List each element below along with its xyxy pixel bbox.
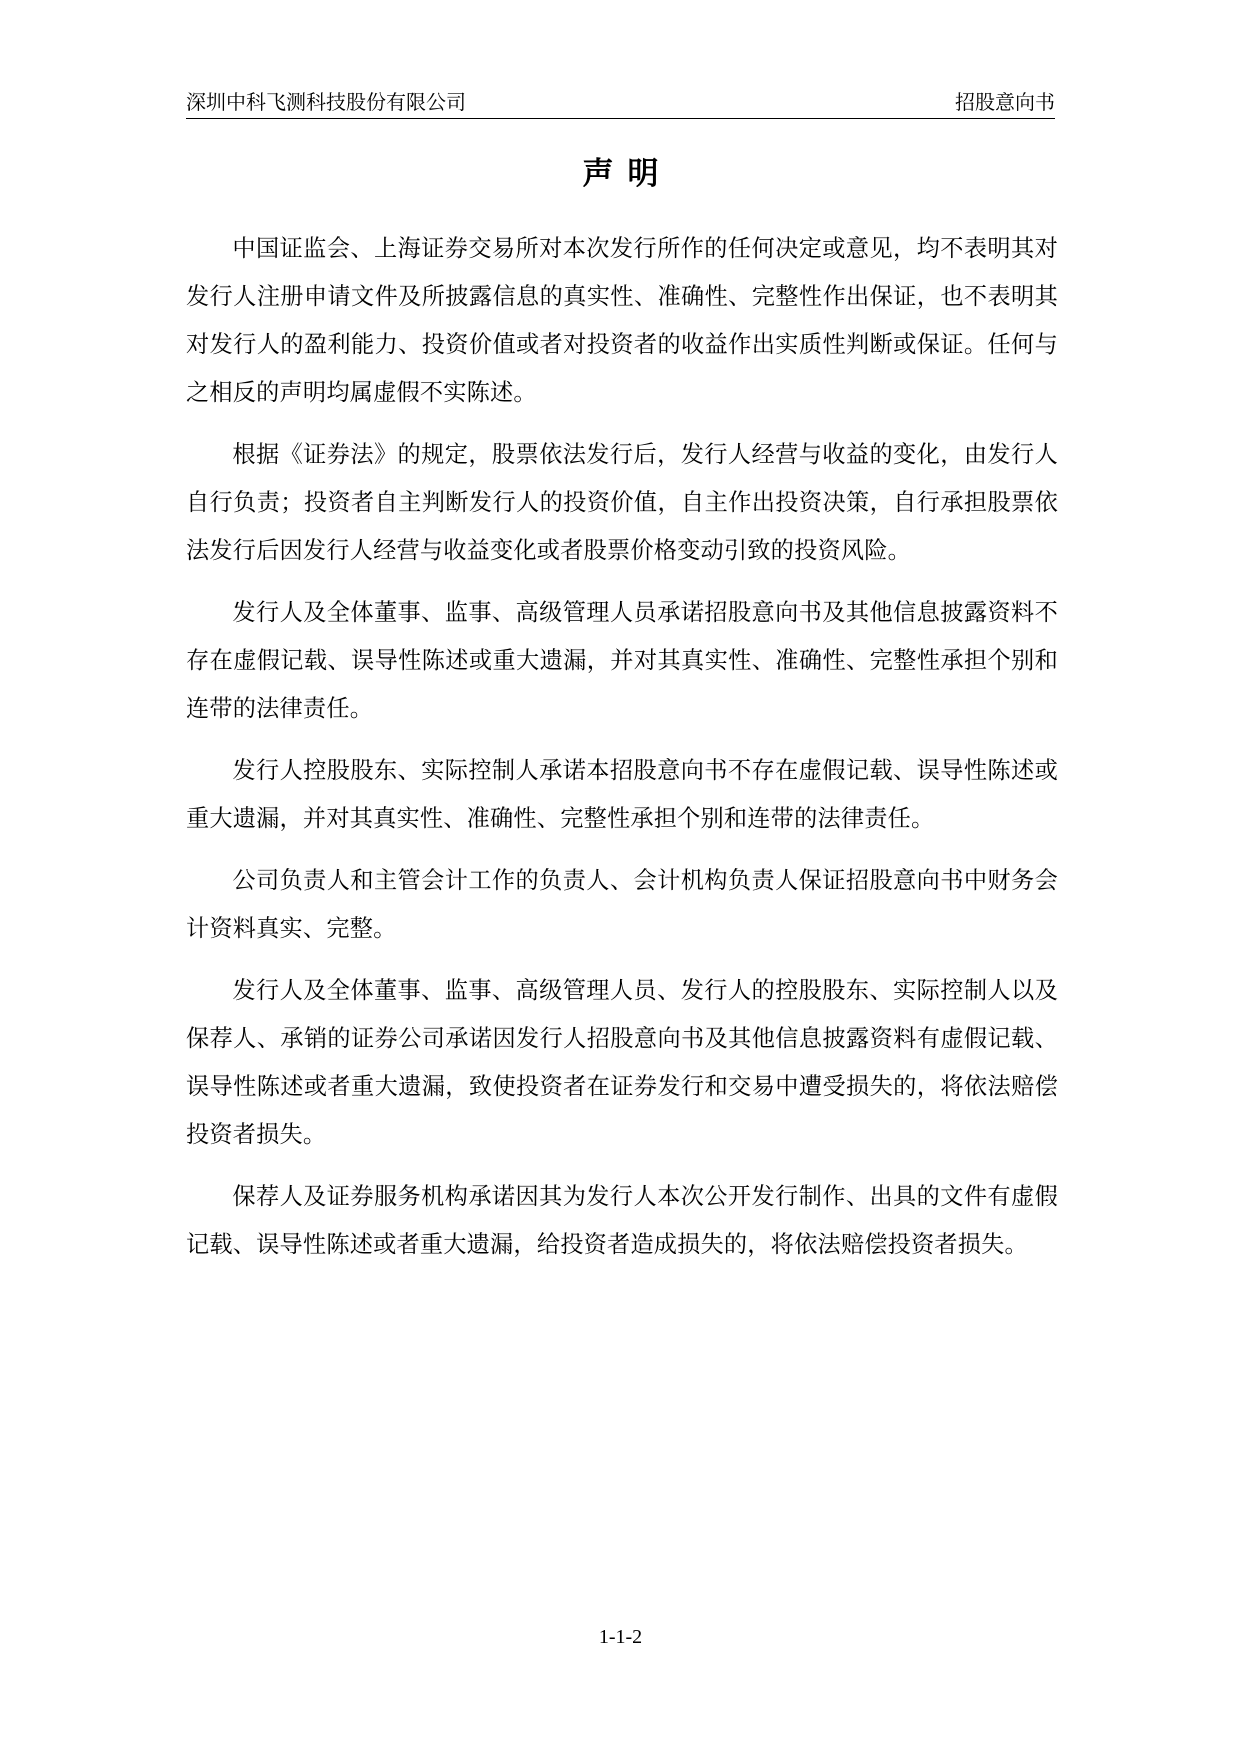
paragraph-sponsor-commitment: 保荐人及证券服务机构承诺因其为发行人本次公开发行制作、出具的文件有虚假记载、误导性陈述或者重大遗漏，给投资者造成损失的，将依法赔偿投资者损失。 xyxy=(186,1183,1058,1258)
paragraph-investment-risk: 根据《证券法》的规定，股票依法发行后，发行人经营与收益的变化，由发行人自行负责；投资者自主判断发行人的投资价值，自主作出投资决策，自行承担股票依法发行后因发行人经营与收益变化或者股票价格变动引致的投资风险。 xyxy=(186,441,1058,564)
page-header xyxy=(186,88,1055,119)
page-number: 1-1-2 xyxy=(598,1626,643,1648)
header-company-name: 深圳中科飞测科技股份有限公司 xyxy=(186,90,466,114)
paragraph-directors-commitment: 发行人及全体董事、监事、高级管理人员承诺招股意向书及其他信息披露资料不存在虚假记载、误导性陈述或重大遗漏，并对其真实性、准确性、完整性承担个别和连带的法律责任。 xyxy=(186,599,1058,722)
paragraph-financial-accuracy: 公司负责人和主管会计工作的负责人、会计机构负责人保证招股意向书中财务会计资料真实、完整。 xyxy=(186,867,1058,942)
header-document-type: 招股意向书 xyxy=(955,90,1055,114)
page-title: 声明 xyxy=(582,156,673,192)
declaration-body xyxy=(186,225,1058,1283)
paragraph-compensation-commitment: 发行人及全体董事、监事、高级管理人员、发行人的控股股东、实际控制人以及保荐人、承销的证券公司承诺因发行人招股意向书及其他信息披露资料有虚假记载、误导性陈述或者重大遗漏，致使投资者在证券发行和交易中遭受损失的，将依法赔偿投资者损失。 xyxy=(186,977,1058,1148)
paragraph-regulator-disclaimer: 中国证监会、上海证券交易所对本次发行所作的任何决定或意见，均不表明其对发行人注册申请文件及所披露信息的真实性、准确性、完整性作出保证，也不表明其对发行人的盈利能力、投资价值或者对投资者的收益作出实质性判断或保证。任何与之相反的声明均属虚假不实陈述。 xyxy=(186,235,1058,406)
paragraph-controlling-shareholder-commitment: 发行人控股股东、实际控制人承诺本招股意向书不存在虚假记载、误导性陈述或重大遗漏，并对其真实性、准确性、完整性承担个别和连带的法律责任。 xyxy=(186,757,1058,832)
